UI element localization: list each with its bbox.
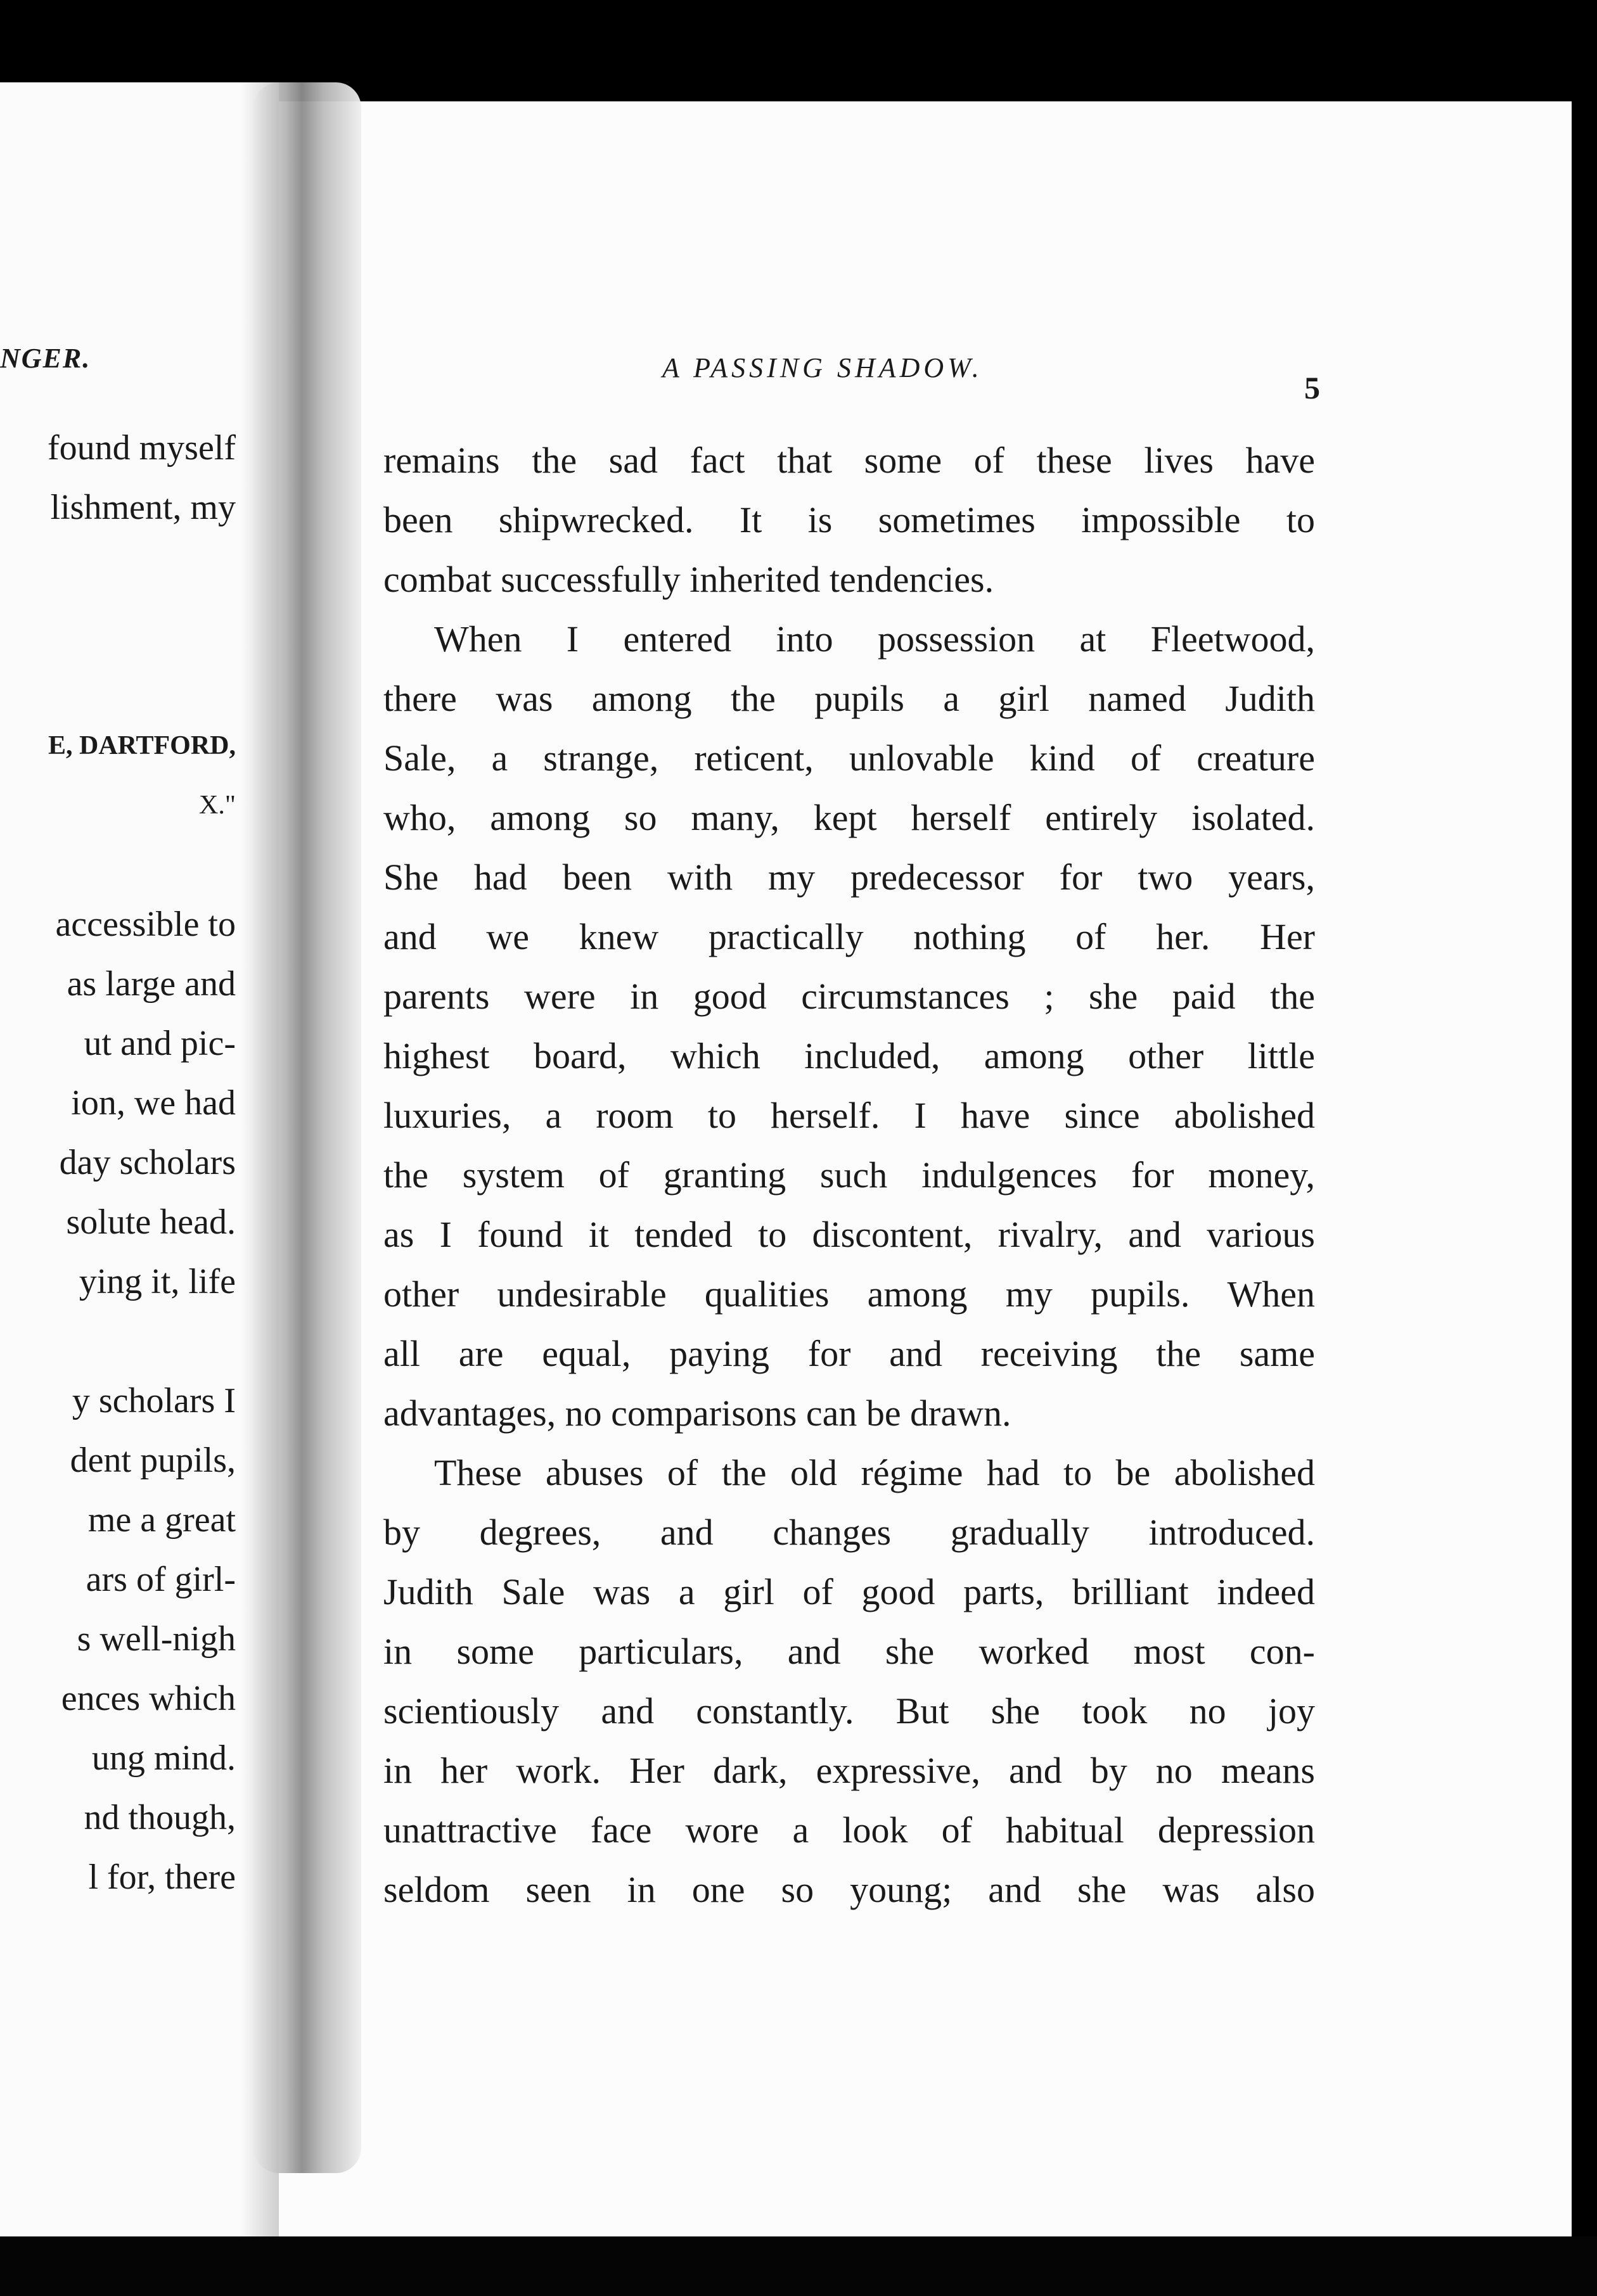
left-line: accessible to bbox=[55, 905, 236, 944]
text-line: in her work. Her dark, expressive, and by no means bbox=[383, 1750, 1315, 1791]
text-line: Judith Sale was a girl of good parts, brilliant indeed bbox=[383, 1571, 1315, 1612]
left-line: l for, there bbox=[88, 1858, 236, 1897]
left-line bbox=[0, 1311, 236, 1371]
left-line: ut and pic- bbox=[84, 1024, 236, 1063]
left-line: as large and bbox=[67, 964, 236, 1004]
scan-border bbox=[0, 2236, 1597, 2296]
left-line: s well-nigh bbox=[77, 1619, 236, 1659]
left-line: found myself bbox=[47, 428, 236, 468]
left-line bbox=[0, 537, 236, 597]
text-line: unattractive face wore a look of habitual depression bbox=[383, 1809, 1315, 1851]
text-line: by degrees, and changes gradually introduced. bbox=[383, 1512, 1315, 1553]
text-line: luxuries, a room to herself. I have since abolished bbox=[383, 1095, 1315, 1136]
text-line: there was among the pupils a girl named Judith bbox=[383, 678, 1315, 719]
body-text bbox=[383, 431, 1315, 1920]
left-line: lishment, my bbox=[50, 488, 236, 527]
left-line bbox=[0, 656, 236, 716]
left-line bbox=[0, 597, 236, 656]
text-line: highest board, which included, among other little bbox=[383, 1035, 1315, 1076]
left-line: solute head. bbox=[66, 1202, 236, 1242]
left-running-head: NGER. bbox=[0, 343, 91, 374]
text-line: advantages, no comparisons can be drawn. bbox=[383, 1393, 1011, 1434]
text-line: scientiously and constantly. But she took no joy bbox=[383, 1690, 1315, 1732]
left-line bbox=[0, 835, 236, 895]
page-number: 5 bbox=[1304, 370, 1320, 405]
text-line: been shipwrecked. It is sometimes impossible to bbox=[383, 499, 1315, 540]
text-line: seldom seen in one so young; and she was also bbox=[383, 1869, 1315, 1910]
text-line: the system of granting such indulgences for money, bbox=[383, 1154, 1315, 1196]
left-line: ences which bbox=[61, 1679, 236, 1718]
left-line: ying it, life bbox=[79, 1262, 236, 1301]
text-line: parents were in good circumstances ; she paid the bbox=[383, 976, 1315, 1017]
text-line: combat successfully inherited tendencies. bbox=[383, 559, 994, 600]
text-line: These abuses of the old régime had to be abolished bbox=[434, 1452, 1315, 1493]
text-line: in some particulars, and she worked most con- bbox=[383, 1631, 1315, 1672]
left-line: me a great bbox=[87, 1500, 236, 1540]
text-line: and we knew practically nothing of her. Her bbox=[383, 916, 1315, 957]
text-line: who, among so many, kept herself entirely isolated. bbox=[383, 797, 1315, 838]
text-line: all are equal, paying for and receiving the same bbox=[383, 1333, 1315, 1374]
left-page bbox=[0, 82, 279, 2236]
left-line: X." bbox=[199, 791, 236, 820]
running-head: A PASSING SHADOW. bbox=[662, 352, 983, 383]
text-line: Sale, a strange, reticent, unlovable kind of creature bbox=[383, 737, 1315, 779]
text-line: When I entered into possession at Fleetwood, bbox=[434, 618, 1315, 660]
text-line: She had been with my predecessor for two years, bbox=[383, 857, 1315, 898]
left-line: day scholars bbox=[59, 1143, 236, 1182]
text-line: remains the sad fact that some of these lives have bbox=[383, 440, 1315, 481]
left-line: dent pupils, bbox=[70, 1441, 236, 1480]
left-line: y scholars I bbox=[72, 1381, 236, 1420]
left-line: E, DARTFORD, bbox=[48, 731, 236, 760]
left-line: ung mind. bbox=[91, 1738, 236, 1778]
left-line: nd though, bbox=[84, 1798, 236, 1837]
text-line: other undesirable qualities among my pupils. When bbox=[383, 1273, 1315, 1315]
book-spine bbox=[253, 82, 361, 2173]
left-page-text bbox=[0, 418, 236, 1907]
left-line: ars of girl- bbox=[86, 1560, 236, 1599]
text-line: as I found it tended to discontent, rivalry, and various bbox=[383, 1214, 1315, 1255]
left-line: ion, we had bbox=[71, 1083, 236, 1123]
